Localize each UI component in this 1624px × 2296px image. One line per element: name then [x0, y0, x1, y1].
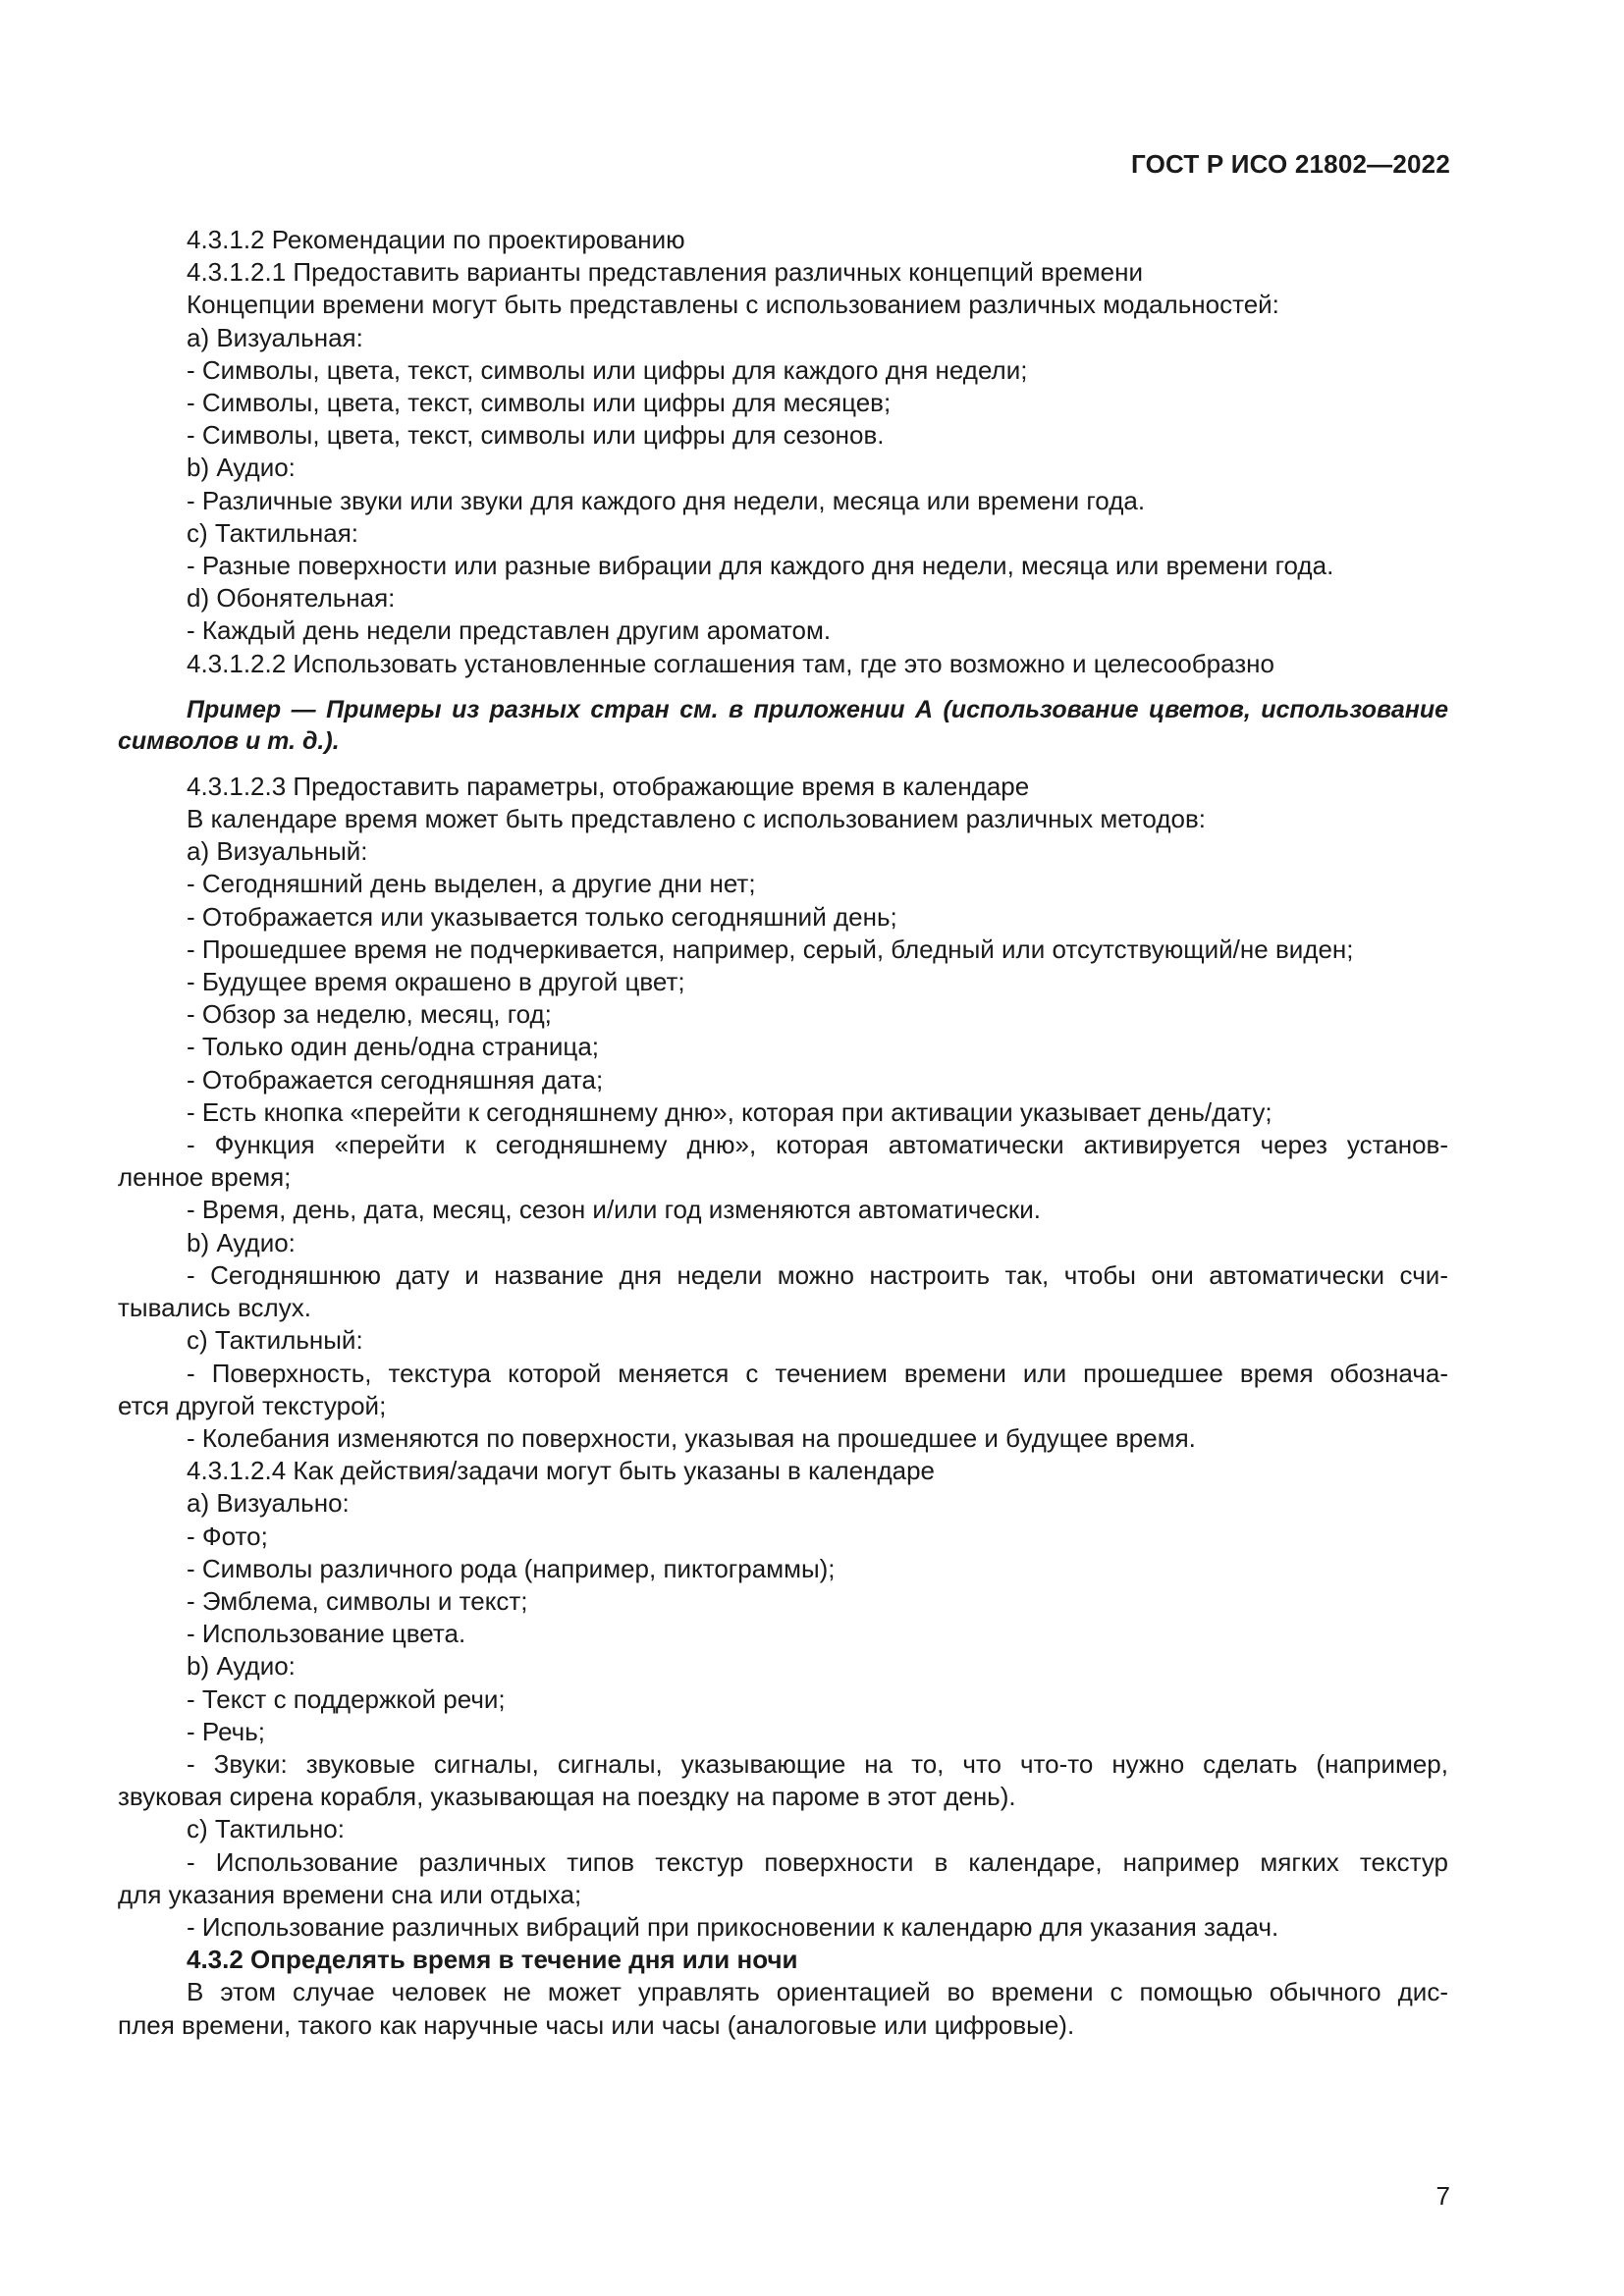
list-heading: c) Тактильная:: [187, 517, 358, 548]
list-item: - Функция «перейти к сегодняшнему дню», которая автоматически активируется через установ-: [187, 1130, 1448, 1160]
paragraph-line: В этом случае человек не может управлять ориентацией во времени с помощью обычного дис-: [187, 1977, 1448, 2007]
list-heading: c) Тактильный:: [187, 1325, 363, 1356]
list-heading: b) Аудио:: [187, 1227, 296, 1257]
list-item-continuation: для указания времени сна или отдыха;: [118, 1879, 582, 1909]
example-line: символов и т. д.).: [118, 726, 340, 755]
list-heading: c) Тактильно:: [187, 1814, 345, 1844]
list-item: - Использование различных типов текстур поверхности в календаре, например мягких текстур: [187, 1846, 1448, 1877]
example-line: Пример — Примеры из разных стран см. в приложении А (использование цветов, использование: [187, 695, 1448, 723]
list-item: - Сегодняшнюю дату и название дня недели можно настроить так, чтобы они автоматически счи-: [187, 1259, 1448, 1290]
list-item: - Использование различных вибраций при прикосновении к календарю для указания задач.: [187, 1911, 1279, 1942]
list-item: - Только один день/одна страница;: [187, 1032, 599, 1062]
list-item: - Символы, цвета, текст, символы или цифры для сезонов.: [187, 420, 885, 451]
list-heading: d) Обонятельная:: [187, 583, 396, 614]
list-item: - Колебания изменяются по поверхности, указывая на прошедшее и будущее время.: [187, 1422, 1196, 1453]
document-body: [118, 224, 1448, 2042]
subsection-heading: 4.3.1.2.2 Использовать установленные соглашения там, где это возможно и целесообразно: [187, 648, 1274, 678]
list-heading: a) Визуально:: [187, 1488, 350, 1519]
list-item: - Использование цвета.: [187, 1619, 466, 1649]
list-item: - Эмблема, символы и текст;: [187, 1585, 528, 1616]
subsection-heading: 4.3.1.2.4 Как действия/задачи могут быть указаны в календаре: [187, 1456, 936, 1486]
paragraph-line: плея времени, такого как наручные часы или часы (аналоговые или цифровые).: [118, 2009, 1075, 2040]
list-item: - Отображается сегодняшняя дата;: [187, 1064, 604, 1095]
section-heading: 4.3.1.2 Рекомендации по проектированию: [187, 225, 685, 254]
list-item: - Разные поверхности или разные вибрации для каждого дня недели, месяца или времени года.: [187, 551, 1334, 581]
subsection-heading: 4.3.1.2.3 Предоставить параметры, отображающие время в календаре: [187, 771, 1030, 801]
list-item-continuation: тывались вслух.: [118, 1293, 311, 1323]
list-heading: a) Визуальный:: [187, 836, 368, 867]
list-item: - Поверхность, текстура которой меняется с течением времени или прошедшее время обознача-: [187, 1358, 1448, 1388]
list-item-continuation: ленное время;: [118, 1162, 292, 1193]
section-heading: 4.3.2 Определять время в течение дня или ночи: [187, 1945, 798, 1975]
list-item: - Символы, цвета, текст, символы или цифры для месяцев;: [187, 388, 892, 418]
list-item: - Речь;: [187, 1716, 265, 1746]
list-item: - Различные звуки или звуки для каждого дня недели, месяца или времени года.: [187, 485, 1146, 515]
list-heading: b) Аудио:: [187, 1651, 296, 1682]
list-heading: a) Визуальная:: [187, 322, 363, 352]
list-item: - Текст с поддержкой речи;: [187, 1683, 506, 1714]
list-item: - Есть кнопка «перейти к сегодняшнему дню», которая при активации указывает день/дату;: [187, 1096, 1272, 1127]
list-item-continuation: звуковая сирена корабля, указывающая на поездку на пароме в этот день).: [118, 1782, 1016, 1812]
list-item: - Звуки: звуковые сигналы, сигналы, указывающие на то, что что-то нужно сделать (например,: [187, 1748, 1448, 1779]
list-item: - Каждый день недели представлен другим ароматом.: [187, 615, 832, 646]
list-item: - Обзор за неделю, месяц, год;: [187, 999, 552, 1030]
list-item: - Время, день, дата, месяц, сезон и/или год изменяются автоматически.: [187, 1195, 1041, 1225]
example-note: [118, 694, 1448, 757]
paragraph-line: В календаре время может быть представлено с использованием различных методов:: [187, 804, 1206, 834]
page-number: 7: [1435, 2181, 1450, 2211]
list-item: - Символы различного рода (например, пиктограммы);: [187, 1553, 836, 1583]
list-item-continuation: ется другой текстурой;: [118, 1390, 387, 1420]
list-item: - Фото;: [187, 1521, 268, 1551]
paragraph-line: Концепции времени могут быть представлены с использованием различных модальностей:: [187, 290, 1279, 320]
list-item: - Отображается или указывается только сегодняшний день;: [187, 901, 897, 932]
subsection-heading: 4.3.1.2.1 Предоставить варианты представления различных концепций времени: [187, 257, 1143, 288]
list-item: - Прошедшее время не подчеркивается, например, серый, бледный или отсутствующий/не виден;: [187, 934, 1354, 964]
list-item: - Сегодняшний день выделен, а другие дни нет;: [187, 869, 756, 899]
list-heading: b) Аудио:: [187, 453, 296, 483]
list-item: - Символы, цвета, текст, символы или цифры для каждого дня недели;: [187, 354, 1028, 385]
list-item: - Будущее время окрашено в другой цвет;: [187, 967, 685, 997]
document-header: ГОСТ Р ИСО 21802—2022: [1130, 149, 1450, 179]
